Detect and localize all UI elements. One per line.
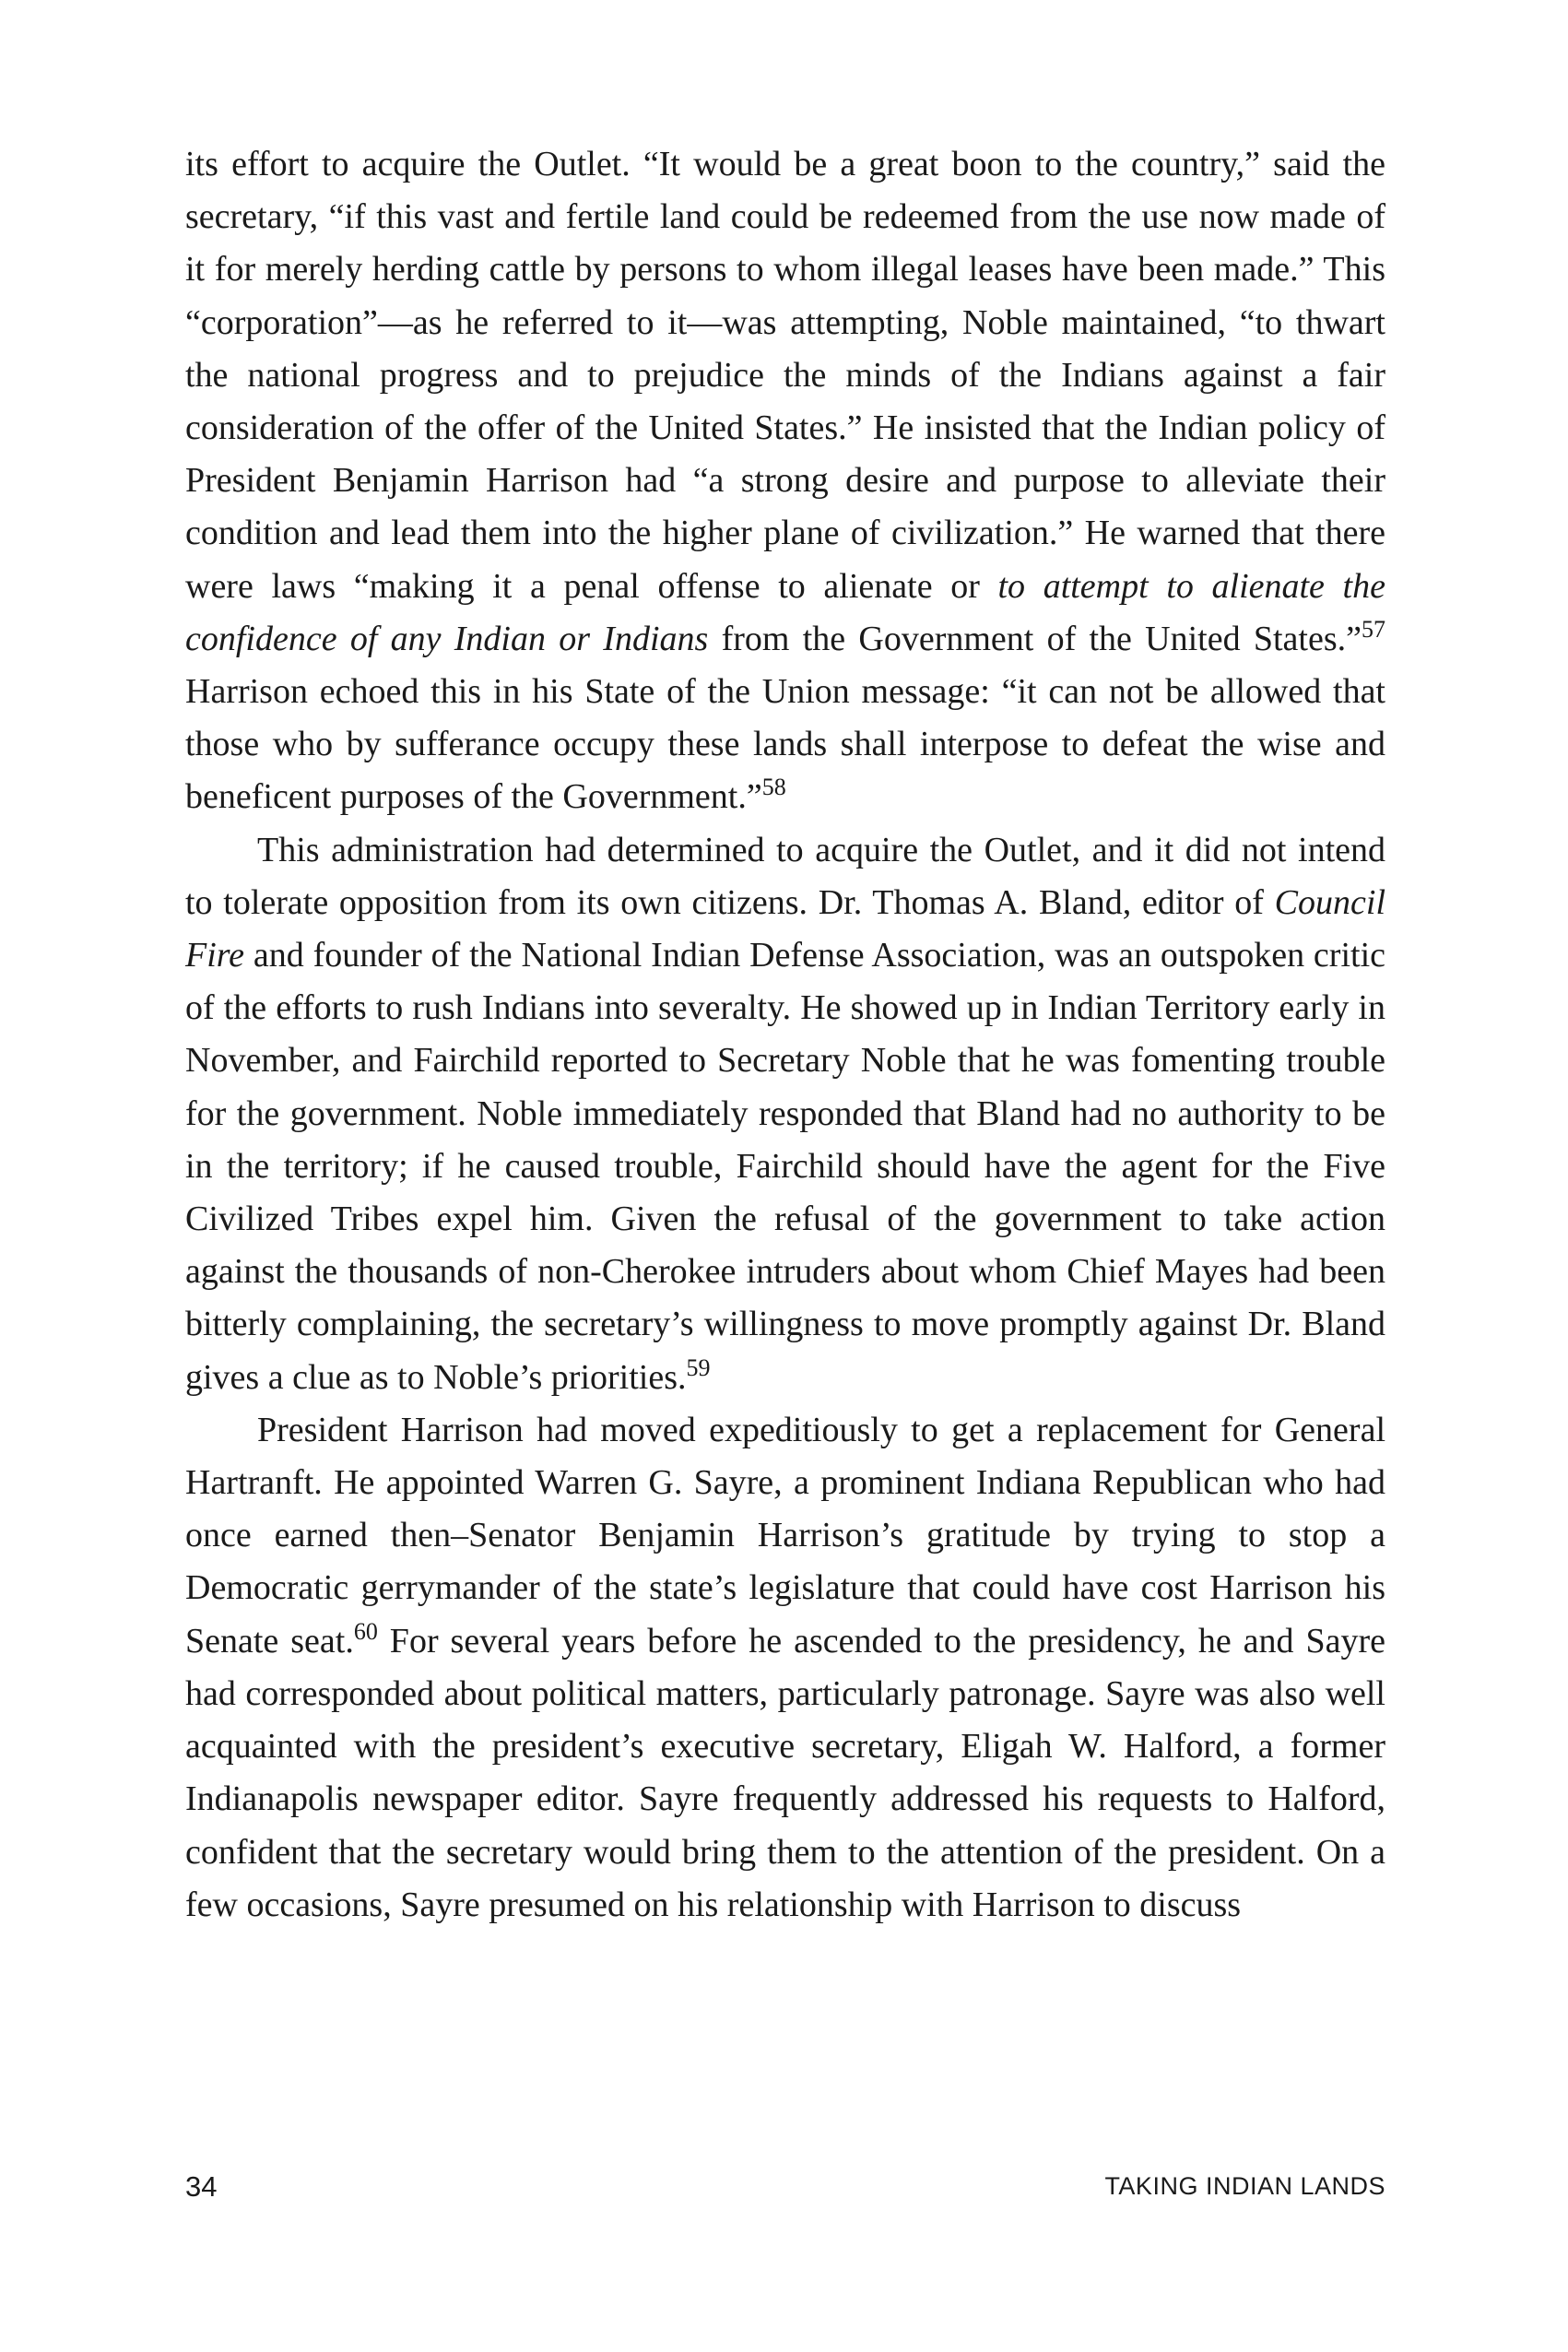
page-footer — [185, 2170, 1385, 2207]
running-title: TAKING INDIAN LANDS — [1104, 2172, 1385, 2200]
paragraph-2 — [185, 824, 1385, 1404]
italic-segment: to attempt to alienate the confidence of any Indian or Indians — [185, 566, 1385, 658]
text-segment: For several years before he ascended to the presidency, he and Sayre had corresponded about political matters, particularly patronage. Sayre was also well acquainted with the president’s executive secretary, Eligah W. Halford, a former Indianapolis newspaper editor. Sayre frequently addressed his requests to Halford, confident that the secretary would bring them to the attention of the president. On a few occasions, Sayre presumed on his relationship with Harrison to discuss — [185, 1621, 1385, 1924]
text-segment: and founder of the National Indian Defense Association, was an outspoken critic of the efforts to rush Indians into severalty. He showed up in Indian Territory early in November, and Fairchild reported to Secretary Noble that he was fomenting trouble for the government. Noble immediately responded that Bland had no authority to be in the territory; if he caused trouble, Fairchild should have the agent for the Five Civilized Tribes expel him. Given the refusal of the government to take action against the thousands of non-Cherokee intruders about whom Chief Mayes had been bitterly complaining, the secretary’s willingness to move promptly against Dr. Bland gives a clue as to Noble’s priorities. — [185, 936, 1385, 1397]
text-segment: This administration had determined to acquire the Outlet, and it did not intend to tolerate opposition from its own citizens. Dr. Thomas A. Bland, editor of — [185, 830, 1385, 922]
footnote-ref-60[interactable]: 60 — [353, 1617, 378, 1645]
text-segment: from the Government of the United States.” — [708, 619, 1362, 658]
footnote-ref-58[interactable]: 58 — [761, 774, 786, 801]
text-segment: its effort to acquire the Outlet. “It would be a great boon to the country,” said the secretary, “if this vast and fertile land could be redeemed from the use now made of it for merely herding cattle by persons to whom illegal leases have been made.” This “corporation”—as he referred to it—was attempting, Noble maintained, “to thwart the national progress and to prejudice the minds of the Indians against a fair consideration of the offer of the United States.” He insisted that the Indian policy of President Benjamin Harrison had “a strong desire and purpose to alleviate their condition and lead them into the higher plane of civilization.” He warned that there were laws “making it a penal offense to alienate or — [185, 145, 1385, 606]
text-segment: Harrison echoed this in his State of the Union message: “it can not be allowed that those who by sufferance occupy these lands shall interpose to defeat the wise and beneficent purposes of the Government.” — [185, 672, 1385, 817]
body-text — [185, 138, 1385, 1932]
footnote-ref-57[interactable]: 57 — [1362, 615, 1385, 643]
paragraph-3 — [185, 1404, 1385, 1932]
text-segment: President Harrison had moved expeditiously to get a replacement for General Hartranft. He appointed Warren G. Sayre, a prominent Indiana Republican who had once earned then–Senator Benjamin Harrison’s gratitude by trying to stop a Democratic gerrymander of the state’s legislature that could have cost Harrison his Senate seat. — [185, 1410, 1385, 1661]
page-number: 34 — [185, 2170, 218, 2203]
footnote-ref-59[interactable]: 59 — [686, 1353, 711, 1381]
italic-segment: Council Fire — [185, 882, 1385, 975]
paragraph-1 — [185, 138, 1385, 824]
